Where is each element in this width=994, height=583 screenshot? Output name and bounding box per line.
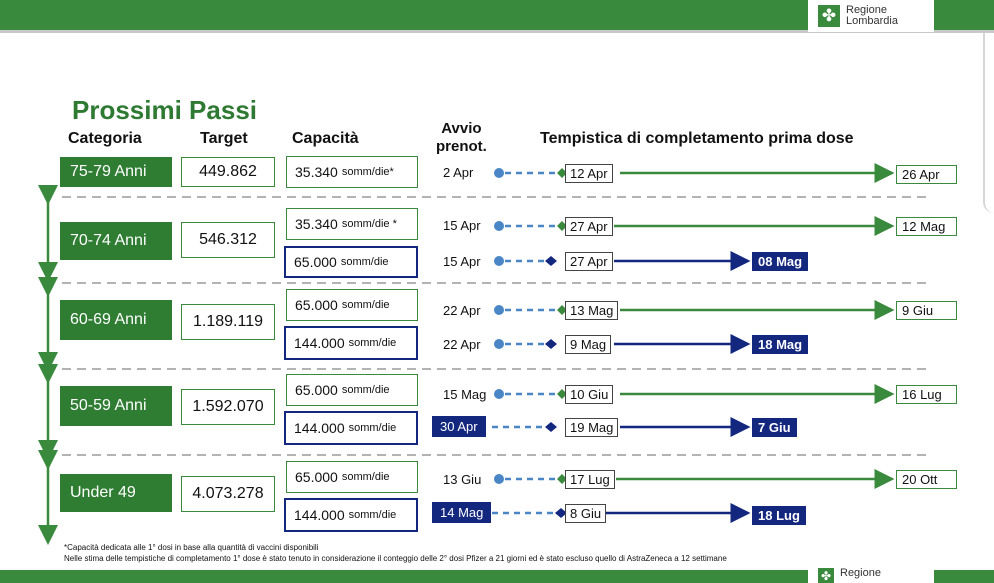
header-avvio-line2: prenot. — [436, 138, 487, 155]
capacity-value: 35.340 — [295, 164, 338, 180]
end-date: 26 Apr — [896, 165, 957, 184]
capacity-box — [286, 156, 418, 188]
category-label: Under 49 — [60, 474, 172, 512]
end-date-highlight: 18 Lug — [752, 506, 806, 525]
category-label: 75-79 Anni — [60, 157, 172, 187]
rosa-camuna-icon: ✤ — [818, 568, 834, 583]
header-capacita: Capacità — [292, 130, 359, 147]
target-value: 1.592.070 — [181, 389, 275, 425]
capacity-value: 144.000 — [294, 335, 345, 351]
start-date: 10 Giu — [565, 385, 613, 404]
target-value: 449.862 — [181, 157, 275, 187]
capacity-value: 144.000 — [294, 420, 345, 436]
capacity-unit: somm/die — [341, 299, 390, 311]
start-date: 19 Mag — [565, 418, 618, 437]
header-tempistica: Tempistica di completamento prima dose — [540, 130, 854, 147]
capacity-value: 65.000 — [295, 469, 338, 485]
header-avvio-line1: Avvio — [441, 120, 482, 137]
start-diamond — [545, 422, 557, 432]
start-date: 8 Giu — [565, 504, 606, 523]
capacity-unit: somm/die — [341, 384, 390, 396]
capacity-value: 144.000 — [294, 507, 345, 523]
start-date: 13 Mag — [565, 301, 618, 320]
end-date-highlight: 08 Mag — [752, 252, 808, 271]
end-date: 16 Lug — [896, 385, 957, 404]
capacity-value: 65.000 — [294, 254, 337, 270]
logo-line-2: Lombardia — [846, 15, 898, 27]
capacity-unit: somm/die — [348, 422, 397, 434]
capacity-value: 35.340 — [295, 216, 338, 232]
booking-start-highlight: 30 Apr — [432, 416, 486, 437]
capacity-value: 65.000 — [295, 382, 338, 398]
booking-dot — [494, 221, 504, 231]
end-date: 12 Mag — [896, 217, 957, 236]
capacity-box — [284, 411, 418, 445]
capacity-box — [284, 326, 418, 360]
rosa-camuna-icon: ✤ — [818, 5, 840, 27]
end-date: 9 Giu — [896, 301, 957, 320]
footnote-2: Nelle stima delle tempistiche di completamento 1° dose è stato tenuto in considerazione il conteggio delle 2° dosi Pfizer a 21 giorni ed è stato escluso quello di AstraZeneca a 12 settimane — [64, 554, 727, 563]
capacity-box — [284, 498, 418, 532]
booking-start: 22 Apr — [443, 303, 481, 318]
booking-dot — [494, 389, 504, 399]
booking-dot — [494, 168, 504, 178]
capacity-unit: somm/die — [348, 337, 397, 349]
booking-start: 22 Apr — [443, 337, 481, 352]
booking-start: 2 Apr — [443, 165, 474, 180]
booking-start: 15 Apr — [443, 218, 481, 233]
capacity-value: 65.000 — [295, 297, 338, 313]
page-title: Prossimi Passi — [72, 95, 257, 125]
end-date: 20 Ott — [896, 470, 957, 489]
category-label: 50-59 Anni — [60, 386, 172, 426]
booking-start: 15 Apr — [443, 254, 481, 269]
start-diamond — [545, 339, 557, 349]
capacity-box — [286, 461, 418, 493]
target-value: 1.189.119 — [181, 304, 275, 340]
start-date: 9 Mag — [565, 335, 611, 354]
logo-footer-text: Regione — [840, 567, 881, 579]
header-categoria: Categoria — [68, 130, 142, 147]
start-date: 17 Lug — [565, 470, 615, 489]
header-target: Target — [200, 130, 248, 147]
category-label: 70-74 Anni — [60, 222, 172, 260]
logo-line-1: Regione — [846, 4, 887, 16]
category-label: 60-69 Anni — [60, 300, 172, 340]
capacity-unit: somm/die — [340, 256, 389, 268]
start-diamond — [545, 256, 557, 266]
booking-dot — [494, 474, 504, 484]
region-logo-footer — [808, 566, 934, 583]
target-value: 4.073.278 — [181, 476, 275, 512]
capacity-box — [286, 208, 418, 240]
capacity-unit: somm/die — [341, 471, 390, 483]
booking-start: 15 Mag — [443, 387, 487, 402]
booking-start-highlight: 14 Mag — [432, 502, 491, 523]
start-date: 27 Apr — [565, 217, 613, 236]
capacity-unit: somm/die * — [341, 218, 397, 230]
capacity-box — [286, 374, 418, 406]
target-value: 546.312 — [181, 222, 275, 258]
booking-dot — [494, 256, 504, 266]
start-date: 12 Apr — [565, 164, 613, 183]
booking-start: 13 Giu — [443, 472, 482, 487]
capacity-box — [286, 289, 418, 321]
capacity-box — [284, 246, 418, 278]
capacity-unit: somm/die* — [341, 166, 394, 178]
booking-dot — [494, 305, 504, 315]
capacity-unit: somm/die — [348, 509, 397, 521]
start-date: 27 Apr — [565, 252, 613, 271]
booking-dot — [494, 339, 504, 349]
footnote-1: *Capacità dedicata alle 1° dosi in base alla quantità di vaccini disponibili — [64, 543, 319, 552]
end-date-highlight: 18 Mag — [752, 335, 808, 354]
end-date-highlight: 7 Giu — [752, 418, 797, 437]
